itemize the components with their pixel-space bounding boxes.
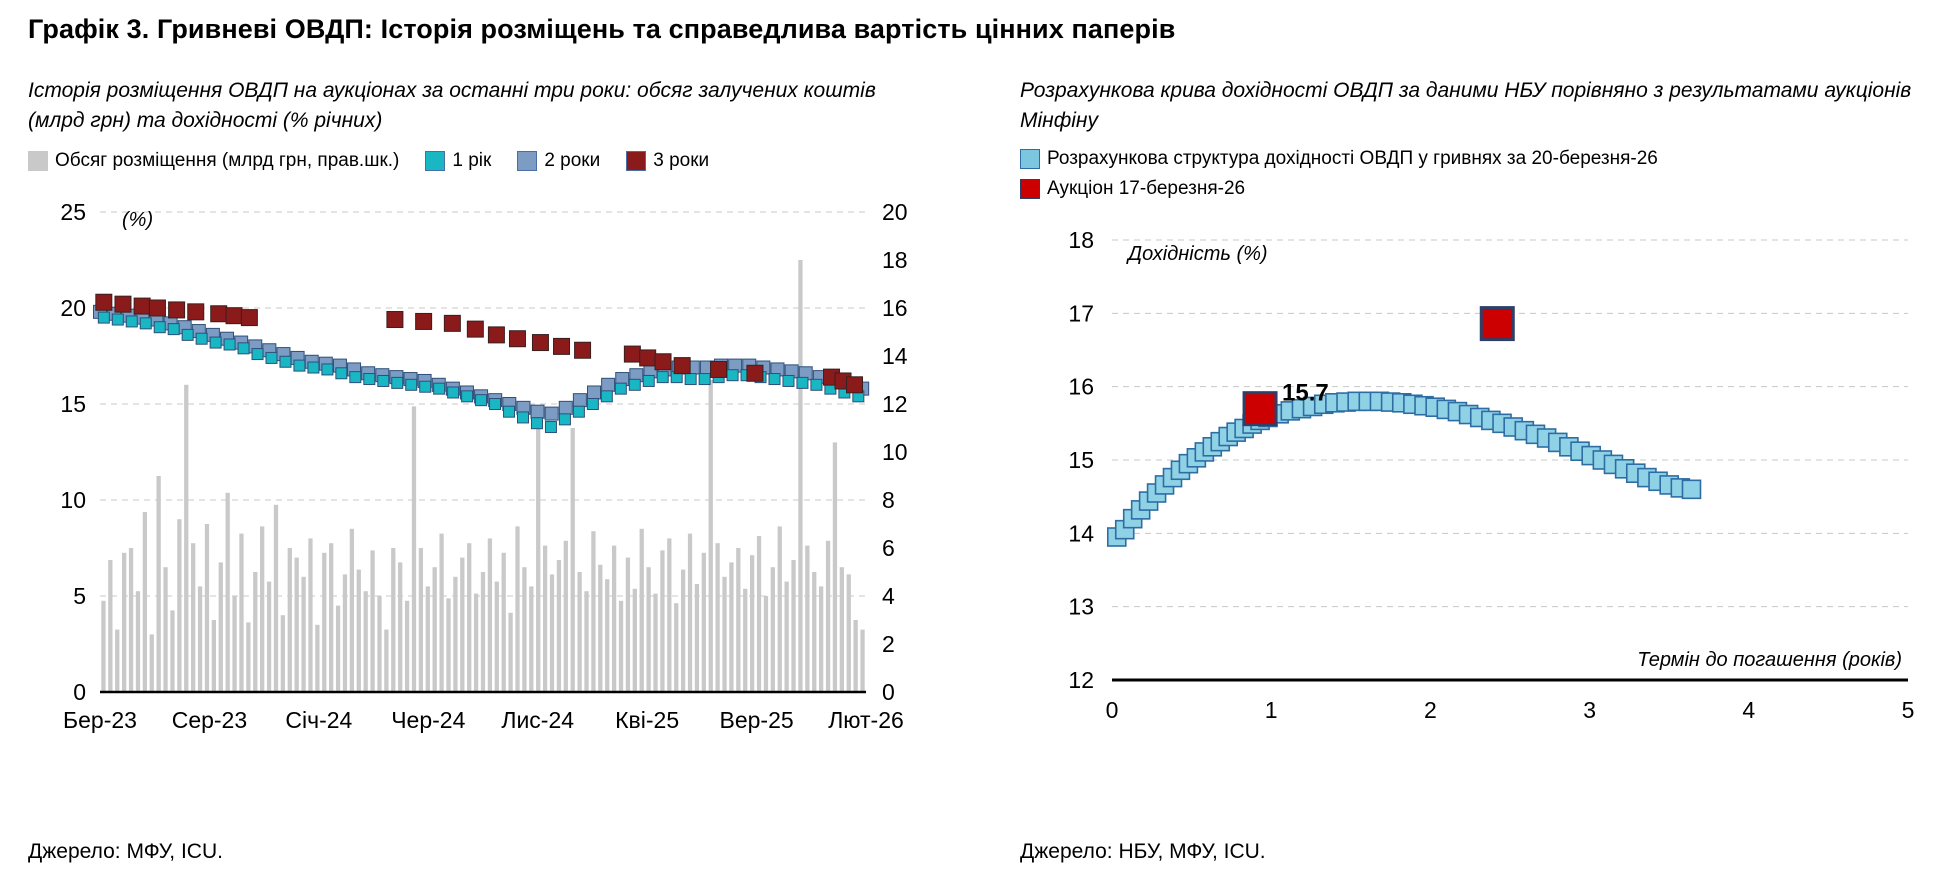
right-x-tick: 4: [1742, 696, 1756, 723]
left-axis-tick: 15: [60, 390, 86, 417]
legend-label-volume: Обсяг розміщення (млрд грн, прав.шк.): [55, 149, 400, 171]
right-axis-tick: 4: [882, 582, 895, 609]
right-source: Джерело: НБУ, МФУ, ICU.: [1020, 840, 1266, 863]
legend-label-2y: 2 роки: [544, 149, 601, 171]
right-y-tick: 15: [1068, 446, 1094, 473]
x-axis-tick: Чер-24: [391, 706, 466, 733]
right-panel: [1020, 76, 1940, 788]
left-axis-tick: 5: [73, 582, 86, 609]
left-subtitle: Історія розміщення ОВДП на аукціонах за останні три роки: обсяг залучених коштів (млрд грн) та дохідності (% річних): [28, 79, 876, 132]
right-y-tick: 16: [1068, 373, 1094, 400]
x-axis-tick: Вер-25: [719, 706, 794, 733]
left-plot: [28, 172, 978, 792]
right-x-tick: 2: [1424, 696, 1437, 723]
legend-item-2y: [517, 150, 600, 172]
right-y-tick: 18: [1068, 226, 1094, 253]
left-axis-tick: 25: [60, 198, 86, 225]
left-axis-note: (%): [122, 208, 154, 231]
left-axis-tick: 20: [60, 294, 86, 321]
figure-title: Графік 3. Гривневі ОВДП: Історія розміщень та справедлива вартість цінних паперів: [28, 14, 1176, 44]
left-axis-tick: 0: [73, 678, 86, 705]
left-legend: [28, 150, 978, 172]
right-plot: [1020, 208, 1940, 788]
legend-swatch-auction: [1020, 179, 1040, 199]
x-axis-tick: Кві-25: [615, 706, 680, 733]
left-panel: [28, 76, 978, 792]
legend-swatch-1y: [425, 151, 445, 171]
right-y-tick: 12: [1068, 666, 1094, 693]
right-x-axis-note: Термін до погашення (років): [1637, 648, 1902, 671]
right-y-tick: 13: [1068, 593, 1094, 620]
right-y-tick: 14: [1068, 519, 1094, 546]
right-axis-tick: 20: [882, 198, 908, 225]
right-legend: [1020, 148, 1940, 200]
x-axis-tick: Лют-26: [828, 706, 904, 733]
x-axis-tick: Лис-24: [501, 706, 575, 733]
legend-label-1y: 1 рік: [452, 149, 492, 171]
legend-swatch-volume: [28, 151, 48, 171]
legend-item-auction: [1020, 178, 1940, 200]
right-axis-tick: 16: [882, 294, 908, 321]
right-axis-tick: 0: [882, 678, 895, 705]
legend-label-curve: Розрахункова структура дохідності ОВДП у гривнях за 20-березня-26: [1047, 147, 1658, 169]
legend-label-auction: Аукціон 17-березня-26: [1047, 177, 1246, 199]
legend-item-curve: [1020, 148, 1940, 170]
x-axis-tick: Бер-23: [63, 706, 137, 733]
right-axis-tick: 2: [882, 630, 895, 657]
legend-swatch-3y: [626, 151, 646, 171]
right-axis-tick: 10: [882, 438, 908, 465]
x-axis-tick: Січ-24: [285, 706, 353, 733]
right-axis-tick: 14: [882, 342, 908, 369]
right-subtitle: Розрахункова крива дохідності ОВДП за даними НБУ порівняно з результатами аукціонів Мінфіну: [1020, 79, 1912, 132]
legend-swatch-curve: [1020, 149, 1040, 169]
right-y-tick: 17: [1068, 299, 1094, 326]
right-x-tick: 3: [1583, 696, 1596, 723]
left-axis-tick: 10: [60, 486, 86, 513]
legend-item-3y: [626, 150, 709, 172]
left-source: Джерело: МФУ, ICU.: [28, 840, 223, 863]
legend-item-volume: [28, 150, 399, 172]
legend-label-3y: 3 роки: [653, 149, 710, 171]
right-x-tick: 5: [1901, 696, 1915, 723]
legend-item-1y: [425, 150, 491, 172]
auction-data-label: 15.7: [1282, 379, 1329, 407]
right-x-tick: 1: [1264, 696, 1278, 723]
right-chart-svg: [1020, 208, 1940, 788]
right-y-axis-note: Дохідність (%): [1128, 242, 1268, 265]
right-axis-tick: 6: [882, 534, 895, 561]
right-axis-tick: 8: [882, 486, 895, 513]
right-x-tick: 0: [1105, 696, 1119, 723]
legend-swatch-2y: [517, 151, 537, 171]
right-axis-tick: 12: [882, 390, 908, 417]
left-chart-svg: [28, 172, 978, 792]
yield-curve-markers: [1108, 392, 1701, 546]
x-axis-tick: Сер-23: [171, 706, 248, 733]
right-axis-tick: 18: [882, 246, 908, 273]
